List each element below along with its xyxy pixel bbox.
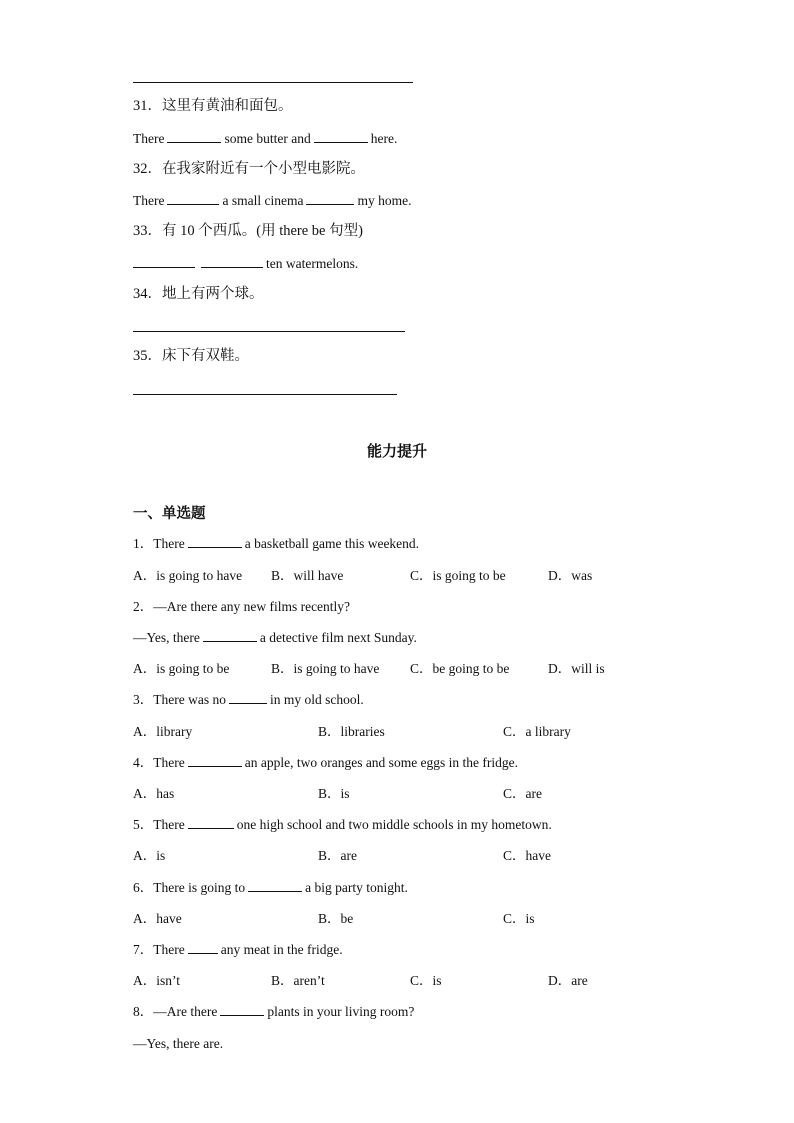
question-32-prompt: 32．在我家附近有一个小型电影院。 bbox=[133, 161, 365, 177]
blank[interactable] bbox=[188, 815, 234, 829]
blank[interactable] bbox=[229, 690, 267, 704]
option-a[interactable]: A．library bbox=[133, 724, 193, 739]
mc-question-1: 1．There a basketball game this weekend. bbox=[133, 536, 420, 551]
blank[interactable] bbox=[201, 254, 263, 268]
blank[interactable] bbox=[133, 254, 195, 268]
option-b[interactable]: B．are bbox=[318, 848, 357, 863]
option-c[interactable]: C．have bbox=[503, 848, 551, 863]
mc-question-3: 3．There was no in my old school. bbox=[133, 692, 364, 707]
mc-question-2-stem: 2．—Are there any new films recently? bbox=[133, 599, 351, 614]
mc-question-6: 6．There is going to a big party tonight. bbox=[133, 880, 408, 895]
option-a[interactable]: A．is going to have bbox=[133, 568, 243, 583]
blank[interactable] bbox=[188, 753, 242, 767]
question-32-sentence: There a small cinema my home. bbox=[133, 193, 412, 208]
blank[interactable] bbox=[220, 1002, 264, 1016]
answer-line-30 bbox=[133, 82, 413, 83]
option-b[interactable]: B．will have bbox=[271, 568, 344, 583]
question-31-prompt: 31．这里有黄油和面包。 bbox=[133, 98, 293, 114]
option-b[interactable]: B．be bbox=[318, 911, 354, 926]
blank[interactable] bbox=[167, 129, 221, 143]
blank[interactable] bbox=[188, 534, 242, 548]
option-c[interactable]: C．is going to be bbox=[410, 568, 506, 583]
mc-question-2: —Yes, there a detective film next Sunday. bbox=[133, 630, 417, 645]
question-34-prompt: 34．地上有两个球。 bbox=[133, 286, 264, 302]
blank[interactable] bbox=[203, 628, 257, 642]
section-heading: 能力提升 bbox=[366, 442, 427, 460]
option-a[interactable]: A．isn’t bbox=[133, 973, 181, 988]
question-31-sentence: There some butter and here. bbox=[133, 131, 398, 146]
blank[interactable] bbox=[314, 129, 368, 143]
mc-question-4: 4．There an apple, two oranges and some eggs in the fridge. bbox=[133, 755, 519, 770]
option-d[interactable]: D．are bbox=[548, 973, 588, 988]
option-a[interactable]: A．have bbox=[133, 911, 182, 926]
answer-line-34[interactable] bbox=[133, 331, 405, 332]
option-d[interactable]: D．was bbox=[548, 568, 593, 583]
blank[interactable] bbox=[248, 878, 302, 892]
option-b[interactable]: B．aren’t bbox=[271, 973, 325, 988]
mc-question-5: 5．There one high school and two middle schools in my hometown. bbox=[133, 817, 552, 832]
blank[interactable] bbox=[167, 191, 219, 205]
mc-question-8-answer: —Yes, there are. bbox=[133, 1036, 224, 1051]
option-c[interactable]: C．is bbox=[410, 973, 442, 988]
question-33-prompt: 33．有 10 个西瓜。(用 there be 句型) bbox=[133, 223, 363, 239]
answer-line-35[interactable] bbox=[133, 394, 397, 395]
option-a[interactable]: A．is bbox=[133, 848, 166, 863]
option-a[interactable]: A．is going to be bbox=[133, 661, 230, 676]
blank[interactable] bbox=[188, 940, 218, 954]
option-d[interactable]: D．will is bbox=[548, 661, 605, 676]
option-a[interactable]: A．has bbox=[133, 786, 175, 801]
section-title: 一、单选题 bbox=[133, 506, 206, 522]
question-33-sentence: ten watermelons. bbox=[133, 254, 358, 274]
mc-question-7: 7．There any meat in the fridge. bbox=[133, 942, 343, 957]
option-c[interactable]: C．are bbox=[503, 786, 542, 801]
option-c[interactable]: C．is bbox=[503, 911, 535, 926]
option-b[interactable]: B．libraries bbox=[318, 724, 385, 739]
option-b[interactable]: B．is bbox=[318, 786, 350, 801]
option-c[interactable]: C．a library bbox=[503, 724, 571, 739]
option-b[interactable]: B．is going to have bbox=[271, 661, 380, 676]
mc-question-8: 8．—Are there plants in your living room? bbox=[133, 1004, 415, 1019]
blank[interactable] bbox=[306, 191, 354, 205]
option-c[interactable]: C．be going to be bbox=[410, 661, 510, 676]
question-35-prompt: 35．床下有双鞋。 bbox=[133, 348, 249, 364]
